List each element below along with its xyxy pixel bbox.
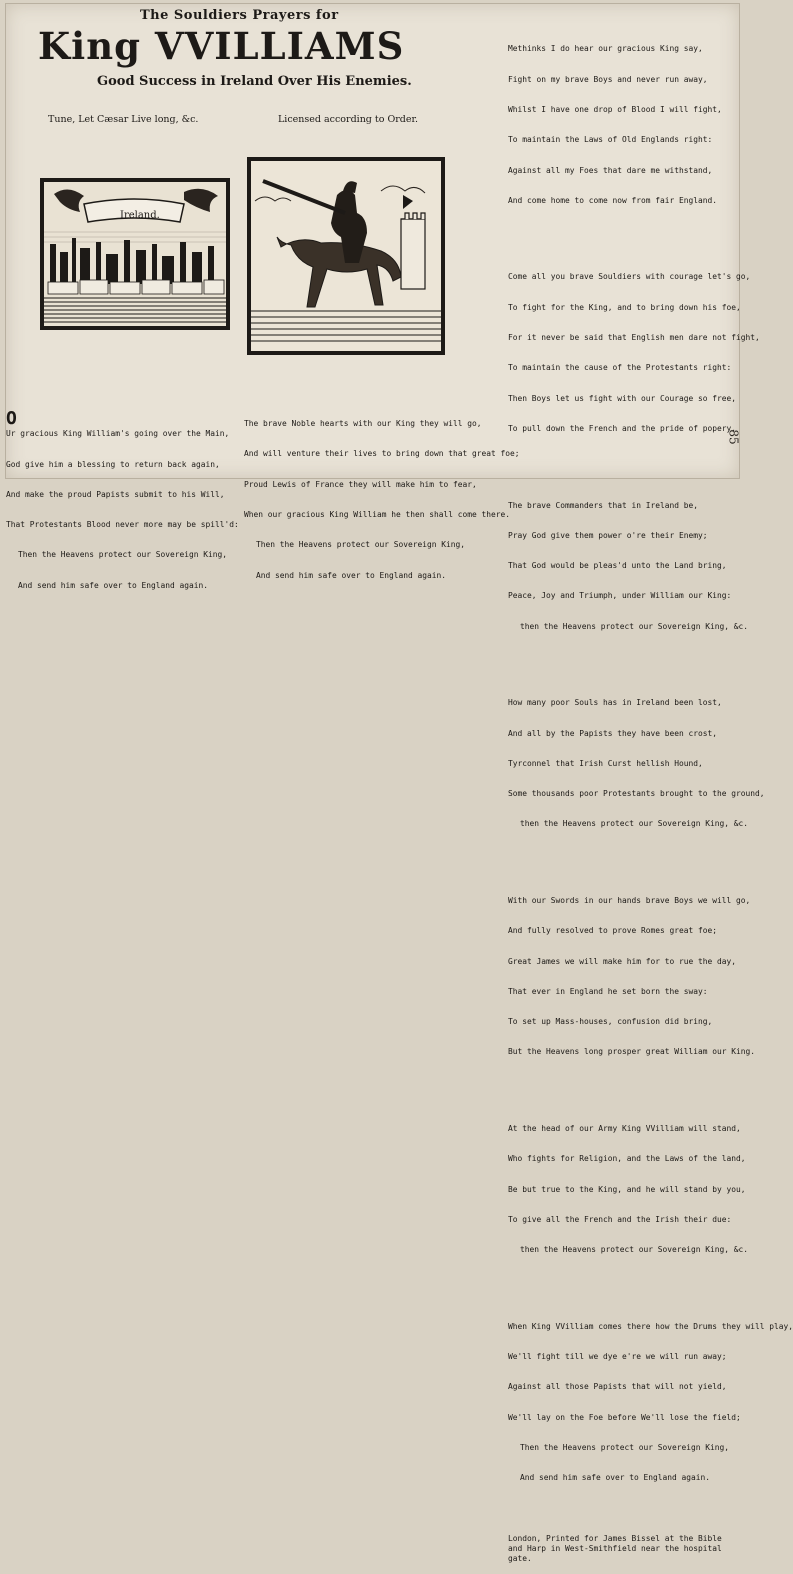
- shelfmark: 85: [726, 429, 741, 445]
- stanza: [508, 1104, 749, 1276]
- verses-bottom-left: [6, 399, 238, 601]
- verse-line: And send him safe over to England again.: [256, 570, 447, 580]
- stanza: [508, 1302, 793, 1504]
- woodcut-ireland: [40, 178, 230, 330]
- verse-line: then the Heavens protect our Sovereign King, &c.: [520, 819, 749, 829]
- verse-line: That ever in England he set born the sway:: [508, 986, 708, 996]
- verse-line: Pray God give them power o're their Enemy;: [508, 530, 708, 540]
- verse-line: That God would be pleas'd unto the Land bring,: [508, 561, 727, 571]
- verse-line: then the Heavens protect our Sovereign King, &c.: [520, 621, 749, 631]
- verse-line: God give him a blessing to return back again,: [6, 459, 220, 469]
- verse-line: And all by the Papists they have been crost,: [508, 728, 718, 738]
- tune-line: Tune, Let Cæsar Live long, &c.: [48, 114, 199, 125]
- verse-line: Whilst I have one drop of Blood I will fight,: [508, 104, 722, 114]
- verse-line: Then the Heavens protect our Sovereign King,: [520, 1443, 730, 1453]
- drop-cap: O: [6, 408, 17, 430]
- title-subtitle: Good Success in Ireland Over His Enemies.: [97, 74, 412, 89]
- verse-line: And send him safe over to England again.: [18, 580, 209, 590]
- verse-line: To maintain the Laws of Old Englands right:: [508, 135, 713, 145]
- verse-line: When our gracious King William he then shall come there.: [244, 510, 511, 520]
- verse-line: Be but true to the King, and he will stand by you,: [508, 1184, 746, 1194]
- verse-line: Proud Lewis of France they will make him to fear,: [244, 479, 477, 489]
- verse-line: Come all you brave Souldiers with courage let's go,: [508, 272, 751, 282]
- verse-line: Great James we will make him for to rue the day,: [508, 956, 737, 966]
- verse-line: Ur gracious King William's going over the Main,: [6, 429, 230, 439]
- verse-line: Some thousands poor Protestants brought to the ground,: [508, 789, 765, 799]
- title-main: King VVILLIAMS: [38, 24, 405, 68]
- verse-line: then the Heavens protect our Sovereign King, &c.: [520, 1245, 749, 1255]
- verse-line: Who fights for Religion, and the Laws of the land,: [508, 1154, 746, 1164]
- verse-line: That Protestants Blood never more may be spill'd:: [6, 520, 239, 530]
- title-line-1: The Souldiers Prayers for: [140, 8, 339, 23]
- verse-line: To give all the French and the Irish their due:: [508, 1214, 732, 1224]
- stanza: [508, 480, 749, 652]
- verse-line: And come home to come now from fair England.: [508, 195, 718, 205]
- verse-line: To fight for the King, and to bring down his foe,: [508, 302, 741, 312]
- verse-line: And send him safe over to England again.: [520, 1473, 711, 1483]
- verse-line: Then Boys let us fight with our Courage so free,: [508, 393, 737, 403]
- verse-line: The brave Commanders that in Ireland be,: [508, 500, 699, 510]
- verse-line: Against all my Foes that dare me withstand,: [508, 165, 713, 175]
- woodcut-horseman-art: [251, 161, 441, 351]
- verses-right-column: [508, 4, 793, 1574]
- verse-line: Methinks I do hear our gracious King say,: [508, 44, 703, 54]
- stanza: [508, 678, 765, 850]
- verse-line: When King VVilliam comes there how the Drums they will play,: [508, 1321, 793, 1331]
- verse-line: And make the proud Papists submit to his Will,: [6, 489, 225, 499]
- verse-line: How many poor Souls has in Ireland been lost,: [508, 698, 722, 708]
- verse-line: The brave Noble hearts with our King they will go,: [244, 419, 482, 429]
- stanza: [508, 24, 740, 226]
- stanza: [508, 252, 760, 454]
- verse-line: To pull down the French and the pride of popery.: [508, 423, 737, 433]
- verse-line: Then the Heavens protect our Sovereign King,: [18, 550, 228, 560]
- verse-line: With our Swords in our hands brave Boys we will go,: [508, 896, 751, 906]
- verse-line: We'll fight till we dye e're we will run away;: [508, 1352, 727, 1362]
- verse-line: But the Heavens long prosper great William our King.: [508, 1047, 756, 1057]
- verses-bottom-middle: [244, 399, 520, 591]
- banner-label: Ireland.: [120, 210, 160, 221]
- verse-line: And fully resolved to prove Romes great foe;: [508, 926, 718, 936]
- stanza: [508, 876, 756, 1078]
- licensed-line: Licensed according to Order.: [278, 114, 419, 125]
- verse-line: Tyrconnel that Irish Curst hellish Hound,: [508, 758, 703, 768]
- verse-line: Against all those Papists that will not yield,: [508, 1382, 727, 1392]
- verse-line: For it never be said that English men dare not fight,: [508, 333, 760, 342]
- verse-line: And will venture their lives to bring down that great foe;: [244, 449, 520, 459]
- verse-line: To set up Mass-houses, confusion did bring,: [508, 1017, 713, 1027]
- verse-line: We'll lay on the Foe before We'll lose the field;: [508, 1412, 741, 1422]
- verse-line: Then the Heavens protect our Sovereign King,: [256, 540, 466, 550]
- verse-line: At the head of our Army King VVilliam will stand,: [508, 1124, 741, 1134]
- verse-line: Fight on my brave Boys and never run away,: [508, 74, 708, 84]
- woodcut-horseman: [247, 157, 445, 355]
- imprint: London, Printed for James Bissel at the Bible and Harp in West-Smithfield near the hospital gate.: [508, 1533, 722, 1563]
- verse-line: Peace, Joy and Triumph, under William our King:: [508, 591, 732, 601]
- verse-line: To maintain the cause of the Protestants right:: [508, 363, 732, 373]
- woodcut-ireland-art: [44, 182, 226, 326]
